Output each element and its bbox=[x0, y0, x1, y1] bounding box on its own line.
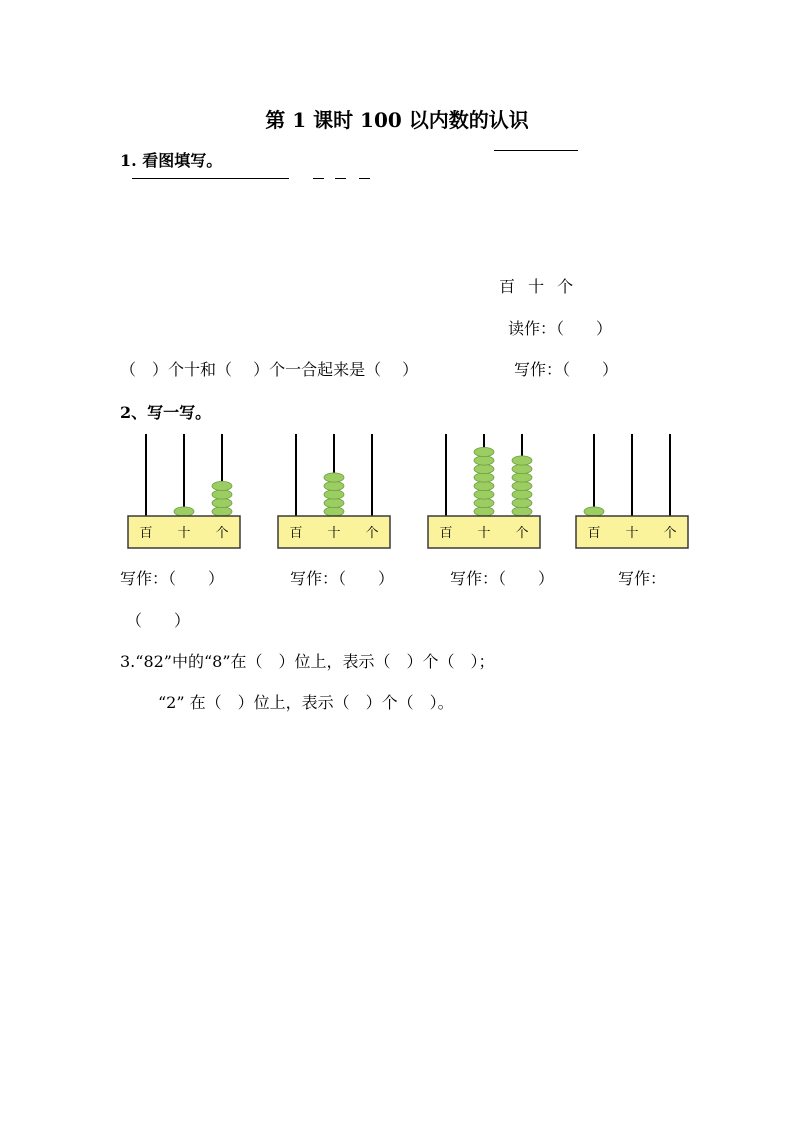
abacus-1-bead bbox=[174, 507, 194, 516]
abacus-3-bead bbox=[512, 507, 532, 516]
abacus-3-bead bbox=[474, 498, 494, 507]
blank-dash-2 bbox=[335, 178, 346, 179]
abacus-2-write-field[interactable]: 写作：（ ） bbox=[290, 569, 395, 588]
q1-heading: 1. 看图填写。 bbox=[120, 151, 223, 170]
abacus-2-bead bbox=[324, 481, 344, 490]
abacus-2-bead bbox=[324, 507, 344, 516]
abacus-3-bead bbox=[474, 481, 494, 490]
abacus-3-bead bbox=[512, 481, 532, 490]
answer-line-left bbox=[132, 178, 289, 179]
abacus-3-label-3: 个 bbox=[515, 526, 529, 541]
read-answer-field[interactable]: 读作：（ ） bbox=[508, 319, 613, 338]
abacus-3-bead bbox=[474, 464, 494, 473]
abacus-4-label-3: 个 bbox=[663, 526, 677, 541]
abacus-3-bead bbox=[474, 456, 494, 465]
abacus-4-label-2: 十 bbox=[625, 526, 639, 541]
abacus-3-write-field[interactable]: 写作：（ ） bbox=[450, 569, 555, 588]
abacus-2-label-1: 百 bbox=[289, 526, 303, 541]
abacus-3-bead bbox=[474, 447, 494, 456]
q3-line-2: “2” 在（ ）位上，表示（ ）个（ ）。 bbox=[158, 693, 454, 712]
abacus-1-bead bbox=[212, 481, 232, 490]
abacus-4 bbox=[572, 430, 692, 552]
page-title: 第 1 课时 100 以内数的认识 bbox=[265, 108, 529, 132]
abacus-2-bead bbox=[324, 473, 344, 482]
abacus-2-bead bbox=[324, 490, 344, 499]
abacus-1-bead bbox=[212, 507, 232, 516]
abacus-1-write-field[interactable]: 写作：（ ） bbox=[120, 569, 225, 588]
abacus-3-label-1: 百 bbox=[439, 526, 453, 541]
abacus-3-bead bbox=[512, 464, 532, 473]
q2-heading: 2、写一写。 bbox=[120, 403, 212, 422]
abacus-1-bead bbox=[212, 490, 232, 499]
answer-line-top bbox=[494, 150, 578, 151]
abacus-4-svg bbox=[572, 430, 692, 552]
q1-sentence: （ ）个十和（ ）个一合起来是（ ） bbox=[120, 360, 419, 379]
abacus-4-bead bbox=[584, 507, 604, 516]
abacus-4-write-label: 写作： bbox=[618, 569, 667, 588]
abacus-2-svg bbox=[274, 430, 394, 552]
write-answer-field[interactable]: 写作：（ ） bbox=[514, 360, 619, 379]
abacus-3-label-2: 十 bbox=[477, 526, 491, 541]
abacus-2-label-2: 十 bbox=[327, 526, 341, 541]
abacus-2 bbox=[274, 430, 394, 552]
abacus-3-bead bbox=[512, 498, 532, 507]
abacus-3-bead bbox=[512, 473, 532, 482]
abacus-3-bead bbox=[512, 456, 532, 465]
abacus-2-bead bbox=[324, 498, 344, 507]
abacus-3 bbox=[424, 430, 544, 552]
abacus-1-label-3: 个 bbox=[215, 526, 229, 541]
abacus-3-svg bbox=[424, 430, 544, 552]
abacus-1-bead bbox=[212, 498, 232, 507]
abacus-3-bead bbox=[512, 490, 532, 499]
abacus-3-bead bbox=[474, 507, 494, 516]
abacus-1-label-2: 十 bbox=[177, 526, 191, 541]
abacus-3-bead bbox=[474, 473, 494, 482]
abacus-4-label-1: 百 bbox=[587, 526, 601, 541]
abacus-4-write-field[interactable]: （ ） bbox=[126, 611, 191, 630]
abacus-2-label-3: 个 bbox=[365, 526, 379, 541]
abacus-1-svg bbox=[124, 430, 244, 552]
blank-dash-3 bbox=[359, 178, 370, 179]
abacus-1 bbox=[124, 430, 244, 552]
blank-dash-1 bbox=[313, 178, 324, 179]
q3-line-1: 3.“82”中的“8”在（ ）位上，表示（ ）个（ ）； bbox=[120, 652, 495, 671]
place-value-labels: 百 十 个 bbox=[499, 277, 578, 296]
abacus-1-label-1: 百 bbox=[139, 526, 153, 541]
abacus-3-bead bbox=[474, 490, 494, 499]
